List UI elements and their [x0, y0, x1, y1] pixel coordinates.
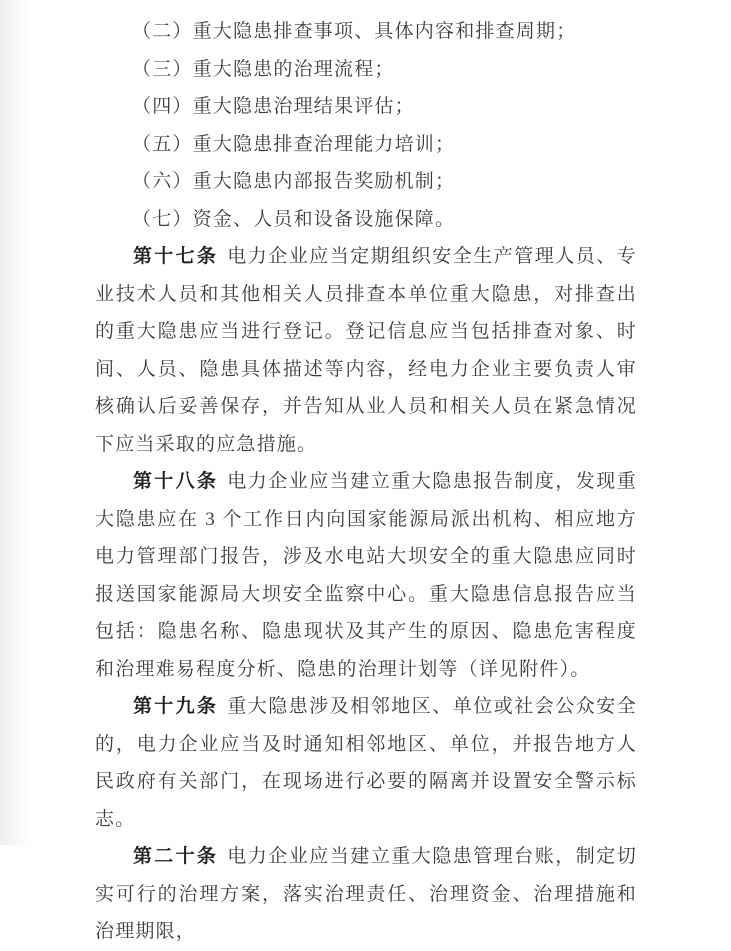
article-body: 重大隐患涉及相邻地区、单位或社会公众安全的，电力企业应当及时通知相邻地区、单位，并报告地方人民政府有关部门，在现场进行必要的隔离并设置安全警示标志。 [95, 696, 637, 830]
article-body: 电力企业应当定期组织安全生产管理人员、专业技术人员和其他相关人员排查本单位重大隐患，对排查出的重大隐患应当进行登记。登记信息应当包括排查对象、时间、人员、隐患具体描述等内容，经电力企业主要负责人审核确认后妥善保存，并告知从业人员和相关人员在紧急情况下应当采取的应急措施。 [95, 246, 637, 455]
document-content [95, 13, 637, 951]
article-number: 第十七条 [133, 246, 219, 267]
article-number: 第十八条 [133, 471, 219, 492]
article-paragraph [95, 238, 637, 463]
article-paragraph [95, 463, 637, 688]
article-body: 电力企业应当建立重大隐患管理台账，制定切实可行的治理方案，落实治理责任、治理资金、治理措施和治理期限， [95, 846, 637, 942]
list-item: （四）重大隐患治理结果评估； [132, 96, 415, 117]
article-number: 第十九条 [133, 696, 219, 717]
list-item: （五）重大隐患排查治理能力培训； [132, 133, 456, 155]
list-item: （六）重大隐患内部报告奖励机制； [132, 171, 456, 192]
list-item: （三）重大隐患的治理流程； [132, 58, 395, 80]
article-paragraph [95, 688, 637, 838]
list-item: （二）重大隐患排查事项、具体内容和排查周期； [132, 21, 577, 42]
page-edge-shadow [0, 0, 30, 845]
list-item: （七）资金、人员和设备设施保障。 [132, 208, 456, 230]
article-number: 第二十条 [133, 846, 219, 867]
article-body: 电力企业应当建立重大隐患报告制度，发现重大隐患应在 3 个工作日内向国家能源局派出机构、相应地方电力管理部门报告，涉及水电站大坝安全的重大隐患应同时报送国家能源局大坝安全监察中心。重大隐患信息报告应当包括：隐患名称、隐患现状及其产生的原因、隐患危害程度和治理难易程度分析、隐患的治理计划等（详见附件）。 [95, 471, 637, 680]
article-paragraph [95, 838, 637, 951]
